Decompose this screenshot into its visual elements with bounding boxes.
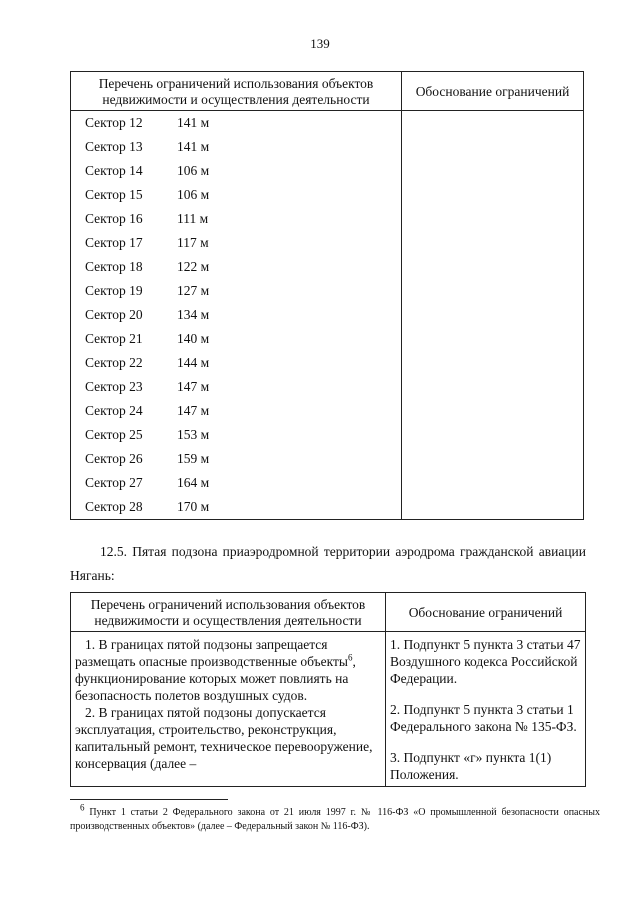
restriction-1-text: 1. В границах пятой подзоны запрещается размещать опасные производственные объекты (75, 637, 348, 669)
sector-name: Сектор 14 (85, 163, 143, 178)
table-header-justification: Обоснование ограничений (386, 593, 586, 632)
table-row (71, 135, 401, 159)
footnote-marker: 6 (80, 802, 85, 813)
table-row (71, 495, 401, 519)
sector-name: Сектор 17 (85, 235, 143, 250)
table-row (71, 183, 401, 207)
page-number: 139 (310, 36, 330, 51)
sector-name: Сектор 26 (85, 451, 143, 466)
table-header-restrictions: Перечень ограничений использования объектов недвижимости и осуществления деятельности (71, 72, 402, 111)
table-row (71, 231, 401, 255)
sector-list (71, 111, 401, 519)
section-heading-12-5: 12.5. Пятая подзона приаэродромной территории аэродрома гражданской авиации Нягань: (70, 544, 586, 583)
sector-height-value: 140 м (177, 331, 210, 346)
table-row (71, 207, 401, 231)
table-header-row (71, 593, 586, 632)
sector-list-cell (71, 111, 402, 520)
sector-height-value: 170 м (177, 499, 210, 514)
table-body-row (71, 632, 586, 787)
restriction-1-text-cont: , функционирование которых может повлиять на безопасность полетов воздушных судов. (75, 654, 356, 703)
table-header-row (71, 72, 584, 111)
table-row (71, 399, 401, 423)
justification-item-1: 1. Подпункт 5 пункта 3 статьи 47 Воздушного кодекса Российской Федерации. (390, 637, 581, 686)
sector-name: Сектор 25 (85, 427, 143, 442)
table-row (71, 303, 401, 327)
sector-height-value: 153 м (177, 427, 210, 442)
sector-height-value: 122 м (177, 259, 210, 274)
table-row (71, 375, 401, 399)
sector-name: Сектор 13 (85, 139, 143, 154)
table-row (71, 111, 401, 135)
sector-height-value: 141 м (177, 139, 210, 154)
footnote-text: Пункт 1 статьи 2 Федерального закона от 21 июля 1997 г. № 116-ФЗ «О промышленной безопасности опасных производственных объектов» (далее – Федеральный закон № 116-ФЗ). (70, 807, 600, 832)
table-header-justification: Обоснование ограничений (402, 72, 584, 111)
sector-name: Сектор 19 (85, 283, 143, 298)
table-row (71, 471, 401, 495)
justification-item-2: 2. Подпункт 5 пункта 3 статьи 1 Федерального закона № 135-ФЗ. (390, 702, 577, 734)
footnote (70, 802, 600, 834)
table-header-restrictions: Перечень ограничений использования объектов недвижимости и осуществления деятельности (71, 593, 386, 632)
sector-height-value: 164 м (177, 475, 210, 490)
table-row (71, 351, 401, 375)
restriction-paragraph-2: 2. В границах пятой подзоны допускается эксплуатация, строительство, реконструкция, капитальный ремонт, техническое перевооружение, консервация (далее – (75, 705, 373, 771)
sector-height-value: 159 м (177, 451, 210, 466)
sector-height-value: 111 м (177, 211, 209, 226)
sector-name: Сектор 16 (85, 211, 143, 226)
table-row (71, 279, 401, 303)
restrictions-cell (71, 632, 386, 787)
sector-name: Сектор 23 (85, 379, 143, 394)
sector-name: Сектор 28 (85, 499, 143, 514)
sector-name: Сектор 15 (85, 187, 143, 202)
justification-item-3: 3. Подпункт «г» пункта 1(1) Положения. (390, 750, 552, 782)
table-row (71, 423, 401, 447)
sector-height-value: 106 м (177, 163, 210, 178)
sector-name: Сектор 20 (85, 307, 143, 322)
sector-height-value: 117 м (177, 235, 209, 250)
table-body-row (71, 111, 584, 520)
restrictions-table-sectors (70, 71, 584, 520)
sector-name: Сектор 24 (85, 403, 143, 418)
sector-name: Сектор 27 (85, 475, 143, 490)
sector-name: Сектор 18 (85, 259, 143, 274)
sector-height-value: 127 м (177, 283, 210, 298)
sector-height-value: 147 м (177, 403, 210, 418)
restrictions-table-fifth-subzone (70, 592, 586, 787)
table-row (71, 327, 401, 351)
sector-height-value: 144 м (177, 355, 210, 370)
sector-height-value: 147 м (177, 379, 210, 394)
restriction-paragraph-1 (75, 636, 381, 704)
sector-name: Сектор 12 (85, 115, 143, 130)
sector-height-value: 106 м (177, 187, 210, 202)
justification-empty-cell (402, 111, 584, 520)
justification-cell (386, 632, 586, 787)
table-row (71, 447, 401, 471)
sector-height-value: 134 м (177, 307, 210, 322)
footnote-divider (70, 799, 228, 800)
table-row (71, 159, 401, 183)
sector-height-value: 141 м (177, 115, 210, 130)
footnote-reference: 6 (347, 652, 353, 663)
sector-name: Сектор 22 (85, 355, 143, 370)
sector-name: Сектор 21 (85, 331, 143, 346)
table-row (71, 255, 401, 279)
